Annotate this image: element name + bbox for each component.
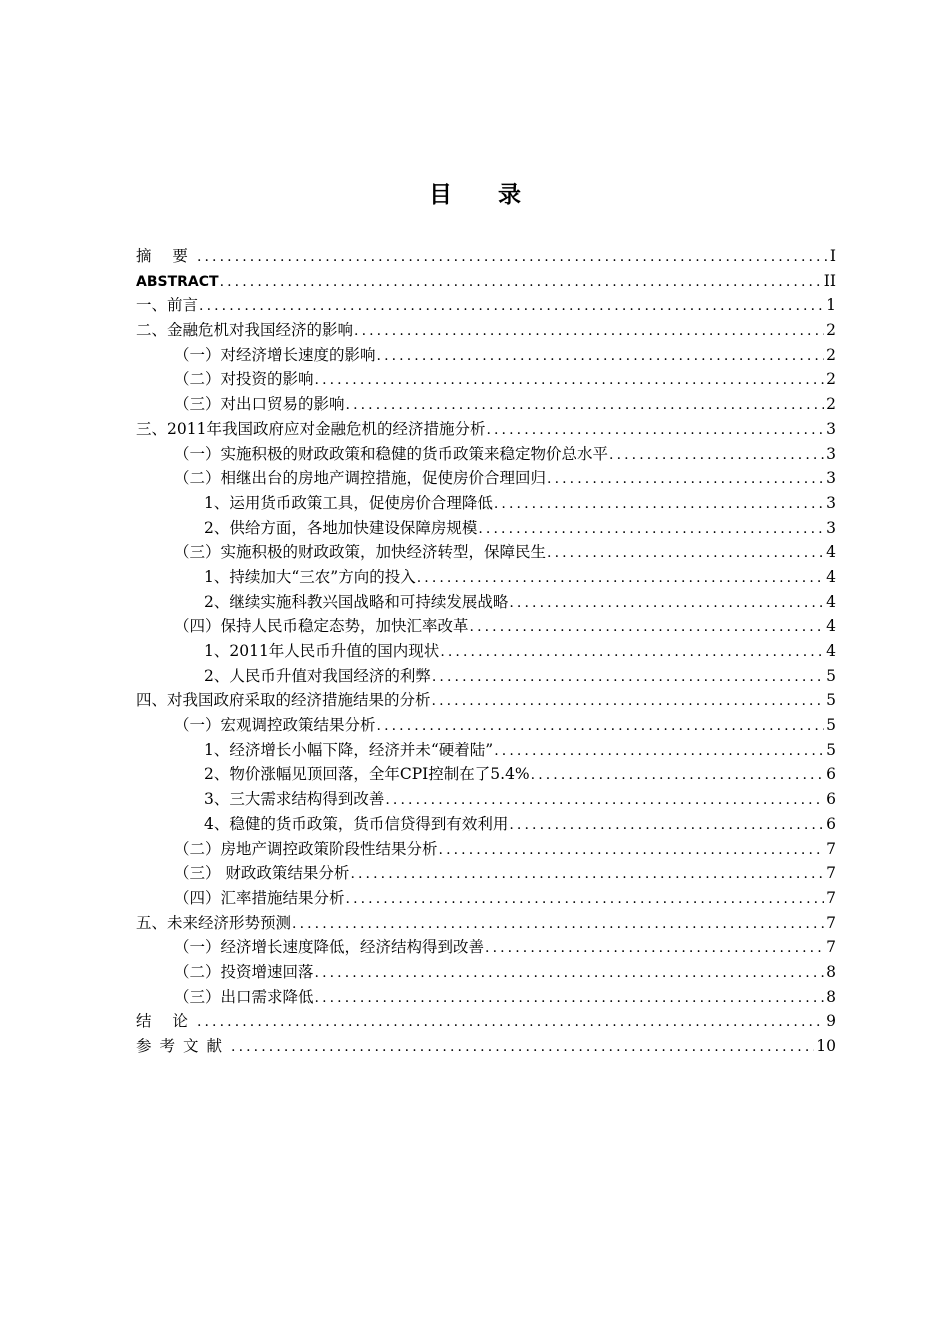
toc-entry-page-number: 3 bbox=[826, 493, 836, 512]
toc-dot-leader bbox=[220, 270, 822, 294]
toc-entry-page-number: 5 bbox=[826, 666, 836, 685]
toc-dot-leader bbox=[292, 912, 824, 936]
toc-dot-leader bbox=[315, 961, 825, 985]
toc-dot-leader bbox=[197, 1010, 824, 1034]
toc-entry[interactable] bbox=[136, 837, 836, 862]
toc-dot-leader bbox=[439, 838, 825, 862]
toc-dot-leader bbox=[486, 418, 824, 442]
toc-entry[interactable] bbox=[136, 614, 836, 639]
toc-entry-page-number: 3 bbox=[826, 419, 836, 438]
toc-entry[interactable] bbox=[136, 540, 836, 565]
toc-dot-leader bbox=[470, 615, 825, 639]
toc-dot-leader bbox=[440, 640, 824, 664]
toc-entry-label: （一）实施积极的财政政策和稳健的货币政策来稳定物价总水平 bbox=[174, 444, 609, 463]
toc-entry-page-number: 6 bbox=[826, 765, 836, 784]
toc-entry-label: （四）保持人民币稳定态势，加快汇率改革 bbox=[174, 617, 469, 636]
toc-entry-page-number: 5 bbox=[826, 691, 836, 710]
toc-entry-page-number: 4 bbox=[826, 543, 836, 562]
toc-entry-label: （二）相继出台的房地产调控措施，促使房价合理回归 bbox=[174, 469, 547, 488]
toc-entry-label: 1、经济增长小幅下降，经济并未“硬着陆” bbox=[204, 740, 494, 759]
toc-entry[interactable] bbox=[136, 516, 836, 541]
toc-entry-label: （三） 财政政策结果分析 bbox=[174, 864, 350, 883]
toc-dot-leader bbox=[346, 887, 825, 911]
toc-entry[interactable] bbox=[136, 392, 836, 417]
toc-entry-label: 1、持续加大“三农”方向的投入 bbox=[204, 567, 416, 586]
toc-entry[interactable] bbox=[136, 367, 836, 392]
toc-entry-page-number: 3 bbox=[826, 469, 836, 488]
toc-entry[interactable] bbox=[136, 960, 836, 985]
toc-dot-leader bbox=[432, 665, 824, 689]
toc-entry-page-number: 1 bbox=[826, 296, 836, 315]
toc-dot-leader bbox=[547, 541, 824, 565]
toc-dot-leader bbox=[346, 393, 825, 417]
toc-entry[interactable] bbox=[136, 787, 836, 812]
toc-dot-leader bbox=[494, 739, 824, 763]
toc-entry-page-number: 2 bbox=[826, 395, 836, 414]
toc-entry[interactable] bbox=[136, 1009, 836, 1034]
toc-entry-label: （二）房地产调控政策阶段性结果分析 bbox=[174, 839, 438, 858]
toc-entry[interactable] bbox=[136, 985, 836, 1010]
toc-entry-page-number: 8 bbox=[826, 962, 836, 981]
toc-entry-page-number: 6 bbox=[826, 814, 836, 833]
toc-dot-leader bbox=[417, 566, 824, 590]
toc-entry-page-number: 7 bbox=[826, 913, 836, 932]
toc-entry[interactable] bbox=[136, 565, 836, 590]
toc-entry-label: （一）经济增长速度降低，经济结构得到改善 bbox=[174, 938, 485, 957]
toc-entry-label: ABSTRACT bbox=[136, 273, 219, 290]
toc-entry-page-number: 3 bbox=[826, 518, 836, 537]
toc-dot-leader bbox=[315, 986, 825, 1010]
toc-entry-label: （一）对经济增长速度的影响 bbox=[174, 345, 376, 364]
toc-entry-page-number: II bbox=[823, 271, 836, 290]
toc-entry-page-number: 4 bbox=[826, 592, 836, 611]
toc-entry-label: 三、2011年我国政府应对金融危机的经济措施分析 bbox=[136, 419, 486, 438]
toc-entry[interactable] bbox=[136, 244, 836, 269]
toc-entry[interactable] bbox=[136, 886, 836, 911]
toc-entry-label: 二、金融危机对我国经济的影响 bbox=[136, 321, 354, 340]
toc-entry-page-number: 8 bbox=[826, 987, 836, 1006]
toc-dot-leader bbox=[354, 319, 824, 343]
toc-entry-page-number: 5 bbox=[826, 740, 836, 759]
toc-entry-label: 3、三大需求结构得到改善 bbox=[204, 790, 385, 809]
toc-entry-label: 五、未来经济形势预测 bbox=[136, 913, 292, 932]
toc-entry[interactable] bbox=[136, 343, 836, 368]
toc-dot-leader bbox=[485, 936, 824, 960]
toc-dot-leader bbox=[315, 368, 825, 392]
toc-entry-page-number: 2 bbox=[826, 345, 836, 364]
toc-entry-label: 四、对我国政府采取的经济措施结果的分析 bbox=[136, 691, 431, 710]
toc-entry[interactable] bbox=[136, 762, 836, 787]
toc-title-char-2: 录 bbox=[498, 181, 521, 208]
toc-dot-leader bbox=[199, 294, 824, 318]
toc-entry[interactable] bbox=[136, 861, 836, 886]
toc-entry-label: （二）对投资的影响 bbox=[174, 370, 314, 389]
toc-entry-label: 2、供给方面，各地加快建设保障房规模 bbox=[204, 518, 478, 537]
toc-dot-leader bbox=[432, 689, 825, 713]
toc-entry[interactable] bbox=[136, 812, 836, 837]
toc-entry[interactable] bbox=[136, 466, 836, 491]
toc-entry[interactable] bbox=[136, 590, 836, 615]
toc-entry-label: 2、继续实施科教兴国战略和可持续发展战略 bbox=[204, 592, 509, 611]
toc-entry-page-number: 5 bbox=[826, 716, 836, 735]
toc-dot-leader bbox=[385, 788, 824, 812]
toc-entry[interactable] bbox=[136, 664, 836, 689]
toc-entry-page-number: 7 bbox=[826, 839, 836, 858]
toc-entry-page-number: 10 bbox=[816, 1037, 836, 1055]
toc-dot-leader bbox=[531, 763, 824, 787]
toc-entry-label: 4、稳健的货币政策，货币信贷得到有效利用 bbox=[204, 814, 509, 833]
toc-entry[interactable] bbox=[136, 713, 836, 738]
toc-dot-leader bbox=[494, 492, 824, 516]
toc-dot-leader bbox=[231, 1035, 814, 1059]
toc-entry[interactable] bbox=[136, 318, 836, 343]
toc-entry[interactable] bbox=[136, 442, 836, 467]
toc-list bbox=[136, 244, 836, 1059]
toc-dot-leader bbox=[350, 862, 824, 886]
toc-entry-page-number: 2 bbox=[826, 321, 836, 340]
toc-entry[interactable] bbox=[136, 738, 836, 763]
toc-entry[interactable] bbox=[136, 269, 836, 294]
toc-entry-page-number: 9 bbox=[826, 1012, 836, 1031]
toc-entry[interactable] bbox=[136, 293, 836, 318]
toc-entry-label: 2、人民币升值对我国经济的利弊 bbox=[204, 666, 431, 685]
toc-entry-page-number: 7 bbox=[826, 938, 836, 957]
toc-dot-leader bbox=[509, 591, 824, 615]
toc-entry-page-number: 7 bbox=[826, 864, 836, 883]
toc-entry-label: 1、运用货币政策工具，促使房价合理降低 bbox=[204, 493, 493, 512]
toc-entry-label: 参考文献 bbox=[136, 1037, 231, 1055]
toc-entry-label: 摘 要 bbox=[136, 247, 196, 265]
toc-entry-label: 2、物价涨幅见顶回落，全年CPI控制在了5.4% bbox=[204, 765, 530, 784]
toc-entry-label: 结 论 bbox=[136, 1012, 196, 1031]
toc-entry-label: （三）对出口贸易的影响 bbox=[174, 395, 345, 414]
toc-entry[interactable] bbox=[136, 935, 836, 960]
toc-dot-leader bbox=[377, 344, 825, 368]
toc-entry[interactable] bbox=[136, 1034, 836, 1059]
toc-entry[interactable] bbox=[136, 491, 836, 516]
toc-entry-label: （二）投资增速回落 bbox=[174, 962, 314, 981]
toc-dot-leader bbox=[609, 443, 824, 467]
toc-entry-label: （一）宏观调控政策结果分析 bbox=[174, 716, 376, 735]
toc-entry-page-number: 4 bbox=[826, 642, 836, 660]
toc-entry-label: （三）实施积极的财政政策，加快经济转型，保障民生 bbox=[174, 543, 547, 562]
toc-entry-label: 一、前言 bbox=[136, 296, 199, 315]
toc-title-char-1: 目 bbox=[429, 181, 452, 208]
toc-entry-page-number: 4 bbox=[826, 567, 836, 586]
toc-entry-page-number: I bbox=[829, 247, 836, 265]
toc-dot-leader bbox=[509, 813, 824, 837]
toc-entry[interactable] bbox=[136, 911, 836, 936]
toc-entry[interactable] bbox=[136, 417, 836, 442]
toc-entry-page-number: 3 bbox=[826, 444, 836, 463]
toc-entry[interactable] bbox=[136, 688, 836, 713]
toc-dot-leader bbox=[197, 245, 828, 269]
toc-entry[interactable] bbox=[136, 639, 836, 664]
toc-entry-page-number: 4 bbox=[826, 617, 836, 636]
toc-title bbox=[0, 180, 950, 210]
toc-entry-page-number: 2 bbox=[826, 370, 836, 389]
toc-dot-leader bbox=[547, 467, 824, 491]
toc-entry-page-number: 7 bbox=[826, 888, 836, 907]
toc-entry-label: 1、2011年人民币升值的国内现状 bbox=[204, 642, 440, 660]
toc-entry-page-number: 6 bbox=[826, 790, 836, 809]
toc-dot-leader bbox=[377, 714, 825, 738]
toc-dot-leader bbox=[478, 517, 824, 541]
toc-entry-label: （三）出口需求降低 bbox=[174, 987, 314, 1006]
toc-entry-label: （四）汇率措施结果分析 bbox=[174, 888, 345, 907]
